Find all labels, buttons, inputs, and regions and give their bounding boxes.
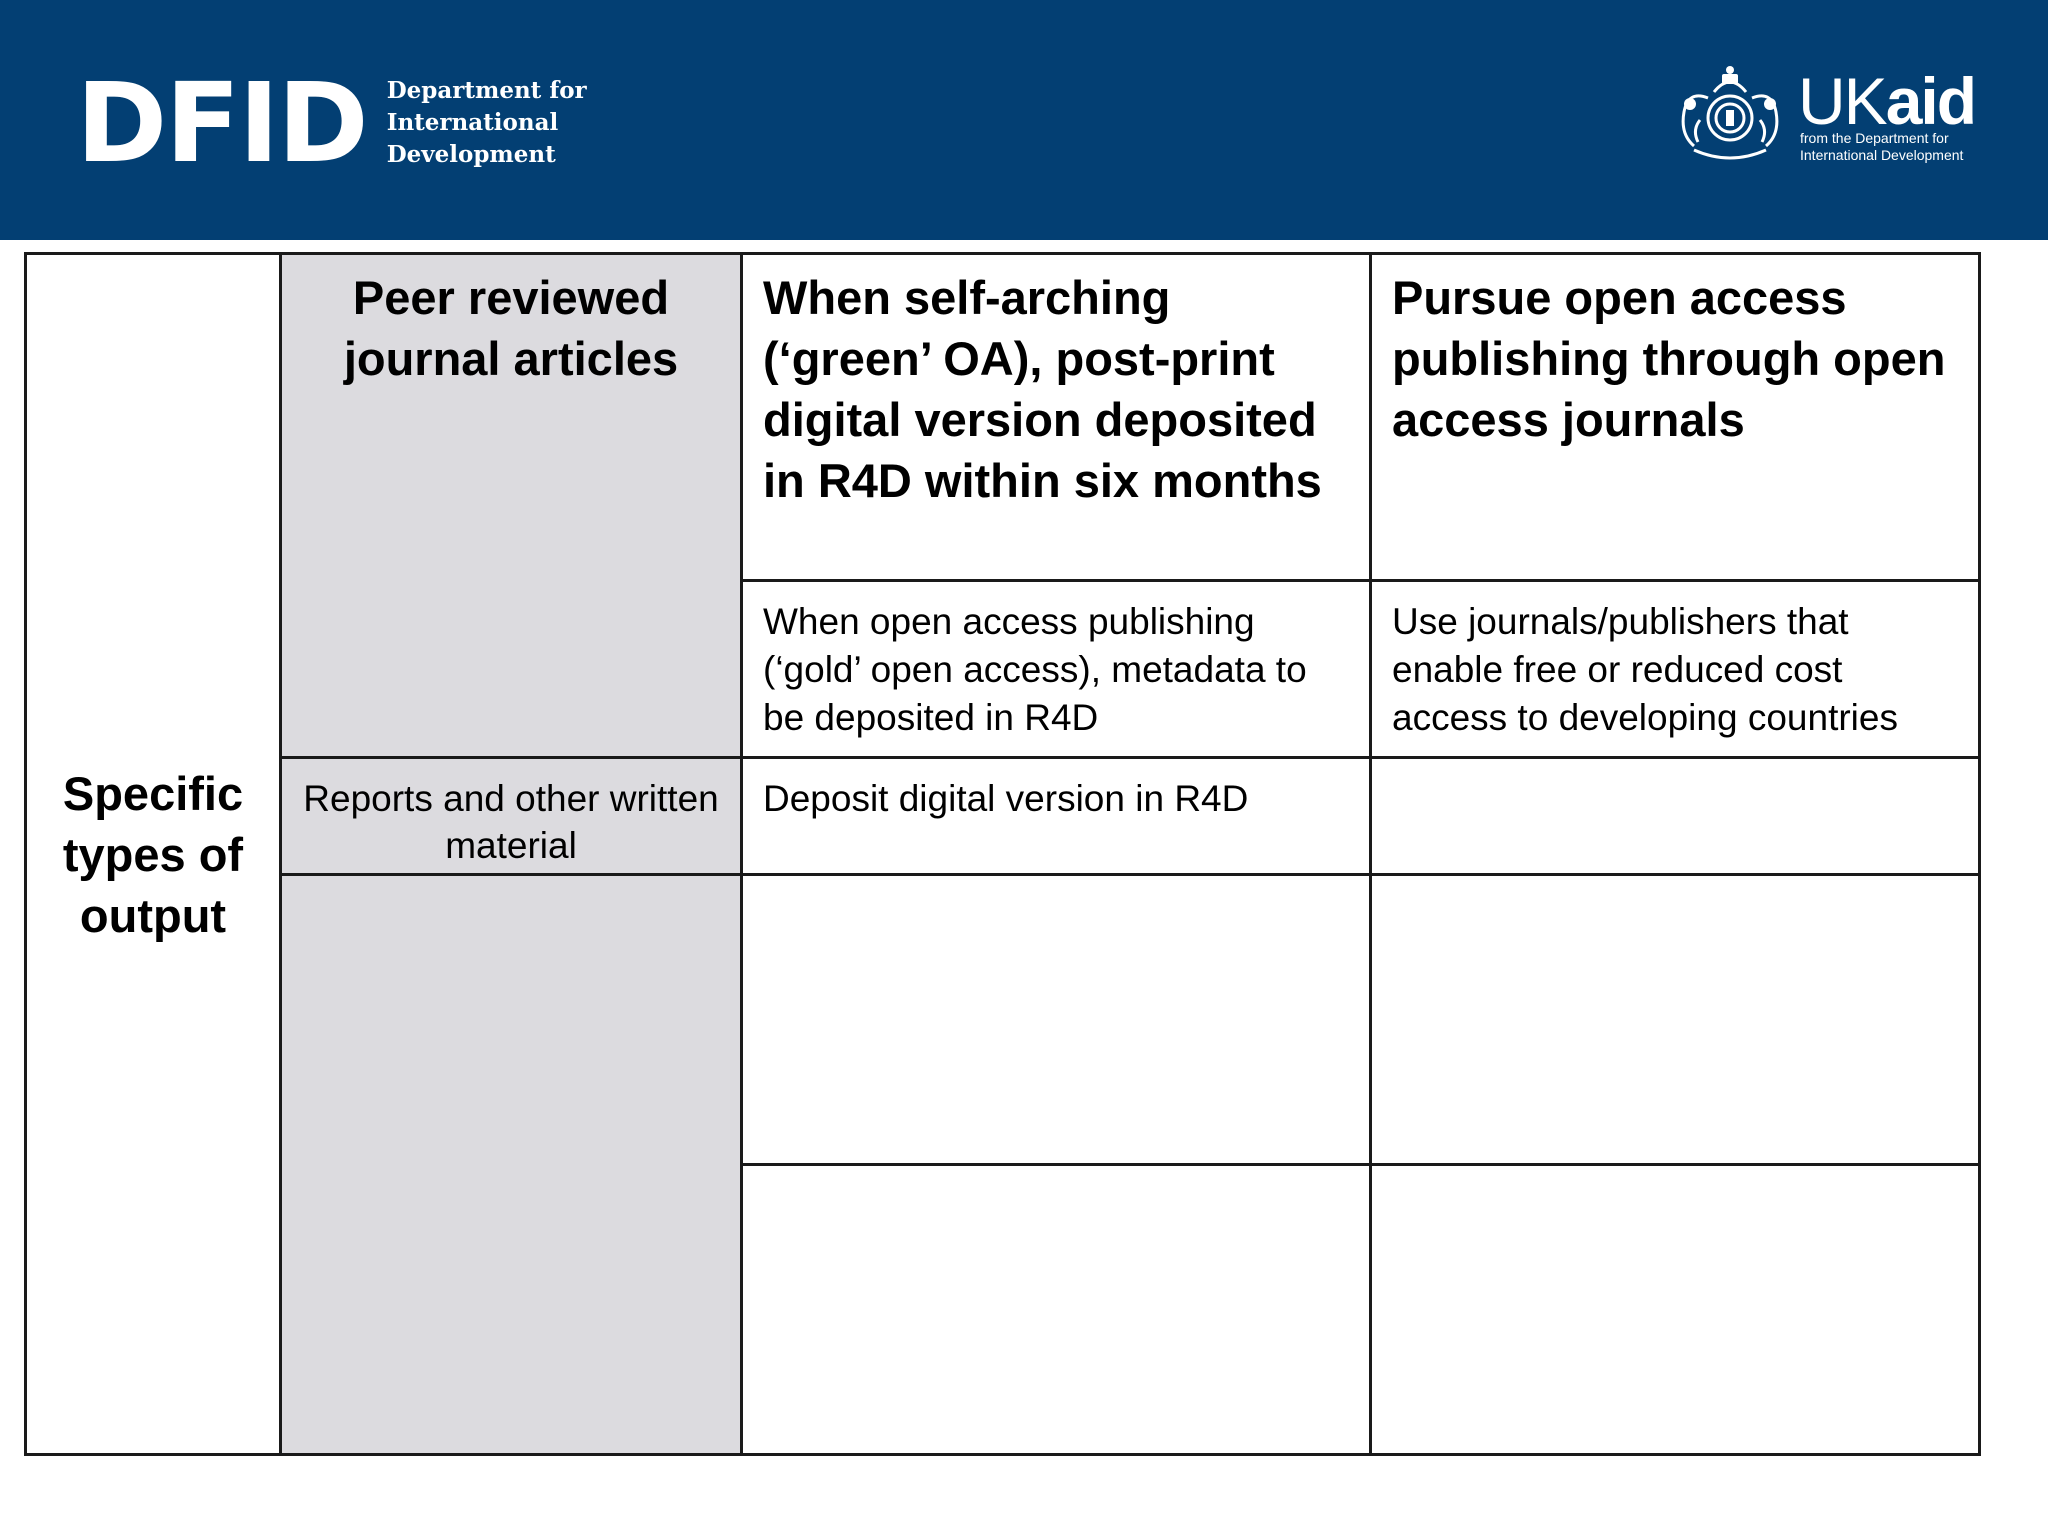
empty-cell xyxy=(742,875,1371,1165)
empty-category-cell xyxy=(281,875,742,1455)
royal-coat-of-arms-icon xyxy=(1670,60,1790,170)
empty-cell xyxy=(1371,758,1980,875)
dfid-name-line: International xyxy=(386,109,559,136)
dfid-name-line: Development xyxy=(386,141,556,168)
deposit-requirement: Deposit digital version in R4D xyxy=(742,758,1371,875)
empty-cell xyxy=(1371,1165,1980,1455)
ukaid-wordmark xyxy=(1798,66,1975,136)
journals-access-requirement: Use journals/publishers that enable free or reduced cost access to developing countries xyxy=(1371,581,1980,758)
ukaid-logo xyxy=(1670,60,1976,170)
gold-oa-requirement: When open access publishing (‘gold’ open access), metadata to be deposited in R4D xyxy=(742,581,1371,758)
ukaid-aid: aid xyxy=(1885,64,1976,138)
green-oa-requirement: When self-arching (‘green’ OA), post-print digital version deposited in R4D within six months xyxy=(742,254,1371,581)
output-types-table xyxy=(24,252,1981,1456)
ukaid-uk: UK xyxy=(1798,64,1886,138)
dfid-name-line: Department for xyxy=(386,77,587,104)
empty-cell xyxy=(1371,875,1980,1165)
row-label-specific-types: Specific types of output xyxy=(26,254,281,1455)
table-row xyxy=(26,758,1980,875)
empty-cell xyxy=(742,1165,1371,1455)
dfid-wordmark: DFID xyxy=(76,59,367,187)
ukaid-subtitle-line: International Development xyxy=(1800,147,1964,163)
dfid-logo xyxy=(76,59,587,187)
category-peer-reviewed: Peer reviewed journal articles xyxy=(281,254,742,758)
output-types-table-wrapper xyxy=(24,252,1981,1456)
table-row xyxy=(26,875,1980,1165)
table-row xyxy=(26,254,1980,581)
pursue-oa-requirement: Pursue open access publishing through open access journals xyxy=(1371,254,1980,581)
category-reports: Reports and other written material xyxy=(281,758,742,875)
dfid-department-name xyxy=(387,75,587,171)
ukaid-subtitle-line: from the Department for xyxy=(1800,130,1949,146)
header-banner xyxy=(0,0,2048,240)
ukaid-subtitle xyxy=(1800,130,1963,164)
